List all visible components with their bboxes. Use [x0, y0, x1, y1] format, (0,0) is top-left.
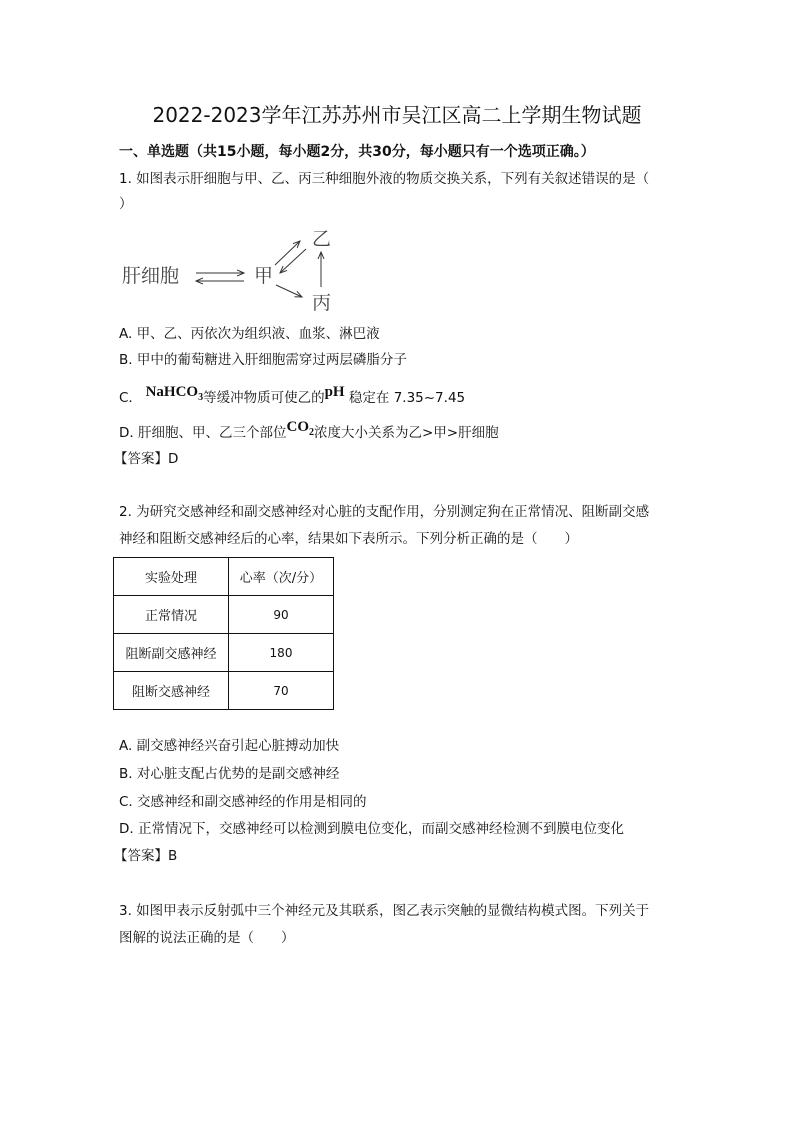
option-prefix: C. — [119, 390, 133, 406]
formula-co2 — [286, 419, 314, 438]
table-cell: 90 — [229, 596, 334, 634]
q2-stem-line1: 2. 为研究交感神经和副交感神经对心脏的支配作用，分别测定狗在正常情况、阻断副交感 — [119, 504, 650, 520]
table-row — [114, 672, 334, 710]
q1-answer: 【答案】D — [114, 451, 179, 467]
q1-stem-end: ） — [119, 196, 133, 212]
formula-ph: pH — [324, 384, 345, 400]
table-row — [114, 634, 334, 672]
option-text: D. 肝细胞、甲、乙三个部位 — [119, 425, 287, 441]
formula-text: NaHCO — [145, 384, 199, 400]
q1-stem: 1. 如图表示肝细胞与甲、乙、丙三种细胞外液的物质交换关系，下列有关叙述错误的是（ — [119, 171, 650, 187]
option-text: 等缓冲物质可使乙的 — [203, 390, 325, 406]
option-text: 稳定在 7.35~7.45 — [344, 390, 466, 406]
document-title: 2022-2023学年江苏苏州市吴江区高二上学期生物试题 — [152, 103, 642, 127]
heart-rate-table — [113, 557, 334, 710]
q3-stem-line1: 3. 如图甲表示反射弧中三个神经元及其联系，图乙表示突触的显微结构模式图。下列关于 — [119, 903, 650, 919]
q2-option-b: B. 对心脏支配占优势的是副交感神经 — [119, 766, 340, 782]
q2-option-c: C. 交感神经和副交感神经的作用是相同的 — [119, 794, 367, 810]
q3-stem-line2: 图解的说法正确的是（ ） — [119, 930, 295, 946]
q1-option-d — [119, 419, 499, 448]
arrow-yi-to-jia — [280, 249, 306, 273]
section-heading: 一、单选题（共15小题，每小题2分，共30分，每小题只有一个选项正确。） — [119, 144, 595, 160]
q1-option-c — [119, 384, 466, 413]
q2-stem-line2: 神经和阻断交感神经后的心率，结果如下表所示。下列分析正确的是（ ） — [119, 531, 578, 547]
table-header-row — [114, 558, 334, 596]
q1-option-a: A. 甲、乙、丙依次为组织液、血浆、淋巴液 — [119, 326, 380, 342]
q2-option-a: A. 副交感神经兴奋引起心脏搏动加快 — [119, 738, 340, 754]
option-text: 浓度大小关系为乙>甲>肝细胞 — [313, 425, 499, 441]
diagram-label-yi: 乙 — [312, 228, 332, 250]
table-cell: 阻断交感神经 — [114, 672, 229, 710]
q2-option-d: D. 正常情况下，交感神经可以检测到膜电位变化，而副交感神经检测不到膜电位变化 — [119, 821, 624, 837]
table-header: 实验处理 — [114, 558, 229, 596]
table-cell: 正常情况 — [114, 596, 229, 634]
diagram-label-liver: 肝细胞 — [122, 265, 180, 287]
formula-subscript: 2 — [308, 427, 314, 438]
diagram-label-bing: 丙 — [312, 292, 332, 314]
table-cell: 180 — [229, 634, 334, 672]
q2-answer: 【答案】B — [114, 848, 178, 864]
table-cell: 阻断副交感神经 — [114, 634, 229, 672]
diagram-label-jia: 甲 — [254, 265, 274, 287]
arrow-jia-to-bing — [276, 285, 302, 297]
formula-nahco3 — [145, 384, 204, 403]
table-header: 心率（次/分） — [229, 558, 334, 596]
q1-option-b: B. 甲中的葡萄糖进入肝细胞需穿过两层磷脂分子 — [119, 352, 407, 368]
formula-subscript: 3 — [198, 392, 204, 403]
q1-diagram — [120, 225, 350, 315]
arrow-jia-to-yi — [275, 241, 300, 265]
table-row — [114, 596, 334, 634]
table-cell: 70 — [229, 672, 334, 710]
formula-text: CO — [286, 419, 309, 435]
